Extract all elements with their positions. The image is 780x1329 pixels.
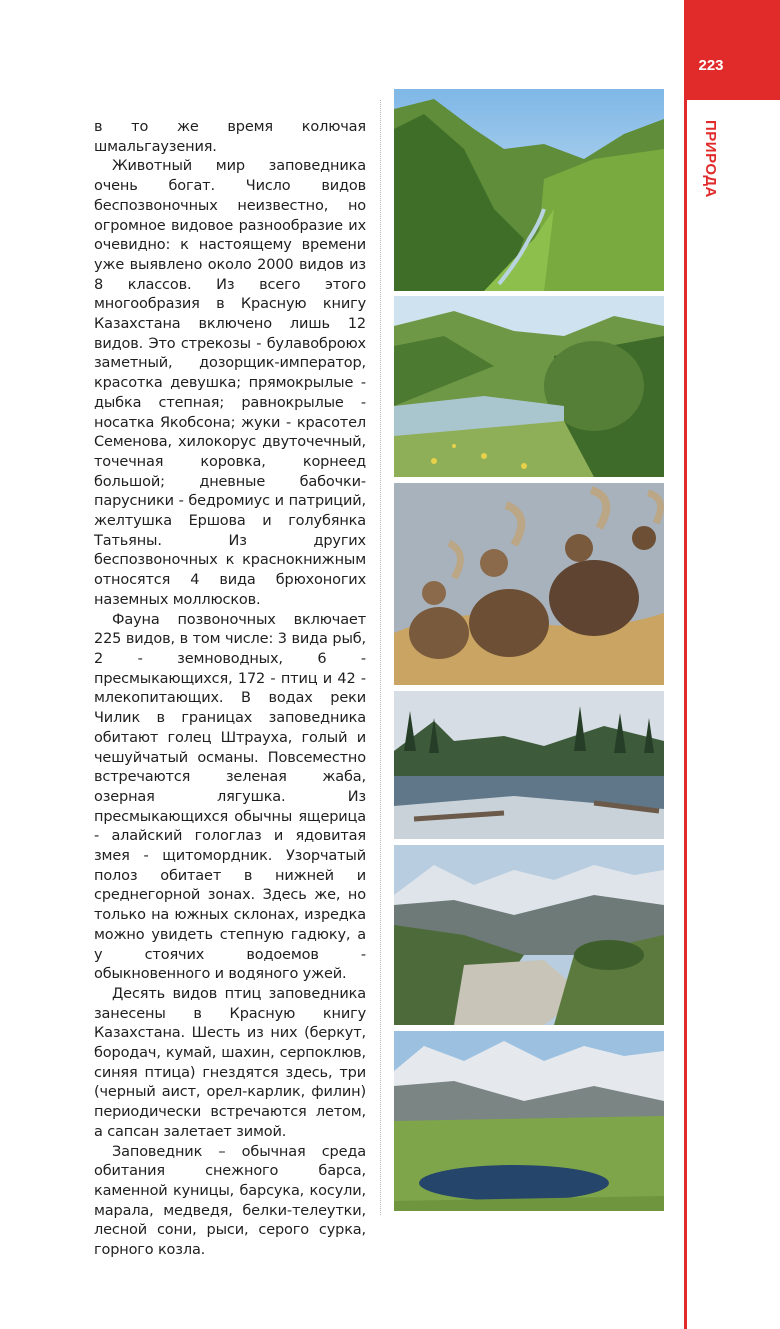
green-mountain-valley-photo [394,89,664,291]
paragraph: Десять видов птиц заповедника занесены в Красную книгу Казахстана. Шесть из них (беркут, бородач, кумай, шахин, серпоклюв, синяя птица) гнездятся здесь, три (черный аист, орел-карлик, филин) периодически встречаются летом, а сапсан залетает зимой. [94,985,366,1140]
paragraph: Заповедник – обычная среда обитания снежного барса, каменной куницы, барсука, косули, марала, медведя, белки-телеутки, лесной сони, рыси, серого сурка, горного козла. [94,1143,366,1259]
argali-rams-photo [394,483,664,685]
column-divider [380,100,381,1215]
paragraph: Животный мир заповедника очень богат. Число видов беспозвоночных неизвестно, но огромное видовое разнообразие их очевидно: к настоящему времени уже выявлено около 2000 видов из 8 классов. Из всего этого многообразия в Красную книгу Казахстана включено лишь 12 видов. Это стрекозы - булавоброюх заметный, дозорщик-император, красотка девушка; прямокрылые - дыбка степная; равнокрылые - носатка Якобсона; жуки - красотел Семенова, хилокорус двуточечный, точечная коровка, корнеед большой; дневные бабочки-парусники - бедромиус и патриций, желтушка Ершова и голубянка Татьяны. Из других беспозвоночных к краснокнижным относятся 4 вида брюхоногих наземных моллюсков. [94,158,366,608]
paragraph: Фауна позвоночных включает 225 видов, в том числе: 3 вида рыб, 2 - земноводных, 6 - пресмыкающихся, 172 - птиц и 42 - млекопитающих. В водах реки Чилик в границах заповедника обитают голец Штрауха, голый и чешуйчатый османы. Повсеместно встречаются зеленая жаба, озерная лягушка. Из пресмыкающихся обычны ящерица - алайский гологлаз и ядовитая змея - щитомордник. Узорчатый полоз обитает в нижней и среднегорной зонах. Здесь же, но только на южных склонах, изредка можно увидеть степную гадюку, а у стоячих водоемов - обыкновенного и водяного ужей. [94,611,366,983]
mountain-river-photo [394,296,664,477]
alpine-lake-photo [394,1031,664,1211]
section-label: ПРИРОДА [702,120,719,198]
side-line [684,100,687,1329]
snowy-peaks-valley-photo [394,845,664,1025]
paragraph: в то же время колючая шмальгаузения. [94,119,366,155]
side-tab [684,0,780,100]
article-text [94,118,366,1261]
page-number: 223 [698,57,724,74]
frozen-lake-photo [394,691,664,839]
